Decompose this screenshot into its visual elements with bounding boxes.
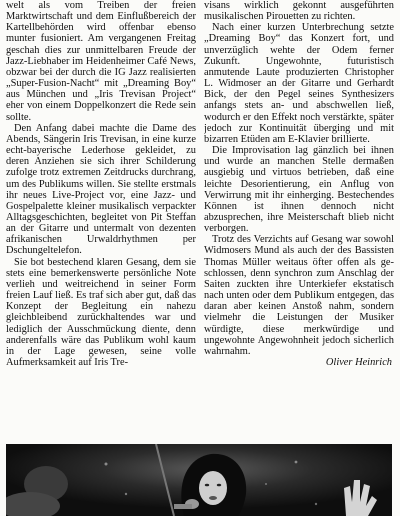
article-paragraph: welt als vom Treiben der freien Marktwirtschaft und dem Einflußbereich der Kartellbehörden wird offenbar ebenso munter fusioniert. Am vergangenen Freitag geschah dies zur unmittelbaren Freude der Jazz-Liebhaber im Heidenheimer Café News, obzwar bei der durch die IG Jazz realisierten „Super-Fusion-Nacht“ mit „Dreaming Boy“ aus München und „Iris Trevisan Project“ eher von einem Doppelkonzert die Rede sein sollte. — [6, 0, 196, 123]
article-paragraph: visans wirklich gekonnt ausgeführten musikalischen Pirouetten zu richten. — [204, 0, 394, 23]
article-paragraph: Trotz des Verzichts auf Gesang war sowohl Widmosers Mund als auch der des Bassisten Thomas Müller weitaus öfter offen als geschlossen, denn synchron zum Anschlag der Saiten zuckten ihre Unterkiefer ekstatisch nach unten oder dem Publikum entgegen, das daran aber keinen Anstoß nahm, sondern vielmehr die Leistungen der Musiker würdigte, diese merkwürdige und ungewohnte Angewohnheit jedoch sicherlich wahrnahm. — [204, 234, 394, 357]
concert-photo — [6, 444, 392, 516]
article-column-right — [204, 0, 394, 452]
article-column-left — [6, 0, 196, 452]
article-paragraph: Nach einer kurzen Unterbrechung setzte „Dreaming Boy“ das Konzert fort, und unverzüglich wehte der Odem ferner Zukunft. Ungewohnte, futuristisch anmutende Laute produzierten Christopher L. Widmoser an der Gitarre und Gerhardt Bick, der den Pegel seines Synthesizers anfangs stets an- und abschwellen ließ, wodurch er den Effekt noch verstärkte, später jedoch zur Kontinuität überging und mit bizarren Etüden am E-Klavier brillierte. — [204, 22, 394, 145]
concert-photo-image — [6, 444, 392, 516]
article-paragraph: Die Improvisation lag gänzlich bei ihnen und wurde an manchen Stelle dermaßen ausgiebig und virtuos betrieben, daß eine leichte Desorientierung, ein Anflug von Verwirrung mit ihr einherging. Bestechendes Können ist ihnen dennoch nicht abzusprechen, ihre Meisterschaft blieb nicht verborgen. — [204, 145, 394, 235]
article-byline: Oliver Heinrich — [325, 357, 392, 368]
article-paragraph: Sie bot bestechend klaren Gesang, dem sie stets eine bemerkenswerte persönliche Note verlieh und weitreichend in seiner Form freien Lauf ließ. Es traf sich aber gut, daß das Konzept der Begleitung ein nahezu gleichbleibend zurückhaltendes war und lediglich der Ausschmückung diente, denn anderenfalls wäre das Publikum wohl kaum in der Lage gewesen, seine volle Aufmerksamkeit auf Iris Tre- — [6, 256, 196, 368]
article-paragraph: Den Anfang dabei machte die Dame des Abends, Sängerin Iris Trevisan, in eine kurze echt-bayerische Lederhose gekleidet, zu deren Anziehen sie sich ihrer Schilderung zufolge trotz extremen Zeitdrucks durchrang, um des Publikums willen. Sie stellte erstmals ihr neues Live-Project vor, eine Jazz- und Gospelpalette kleiner musikalisch verpackter Alltagsgeschichten, begleitet von Pit Steffan an der Gitarre und untermalt von dezenten afrikanischen Urwaldrhythmen per Dschungeltelefon. — [6, 122, 196, 257]
article-body — [6, 0, 394, 452]
